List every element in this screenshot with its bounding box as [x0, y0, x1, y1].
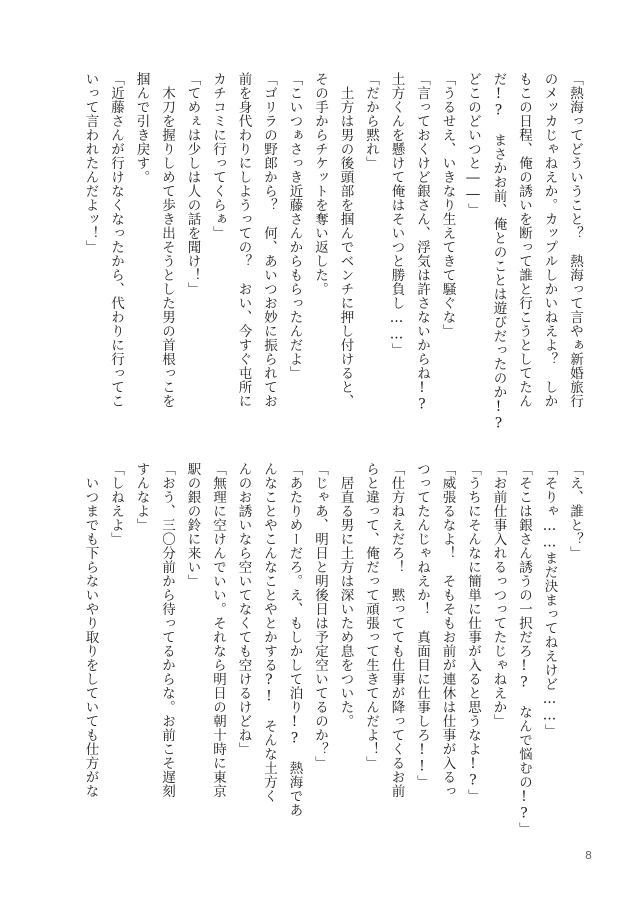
upper-text-line: 土方くんを懸けて俺はそいつと勝負し……」: [388, 72, 405, 357]
upper-text-line: もこの日程、俺の誘いを断って誰と行こうとしてたん: [516, 72, 532, 408]
lower-text-line: 「おう、三〇分前から待ってるからな。お前こそ遅刻: [159, 462, 175, 798]
upper-text-line: 「ゴリラの野郎から？ 何、あいつお妙に振られてお: [261, 72, 277, 408]
lower-text-line: 「無理に空けんでいい。それなら明日の朝十時に東京: [210, 462, 226, 798]
lower-text-line: 「威張るなよ！ そもそもお前が連休は仕事が入るっ: [439, 462, 456, 798]
upper-text-line: いって言われたんだよッ！」: [82, 72, 99, 254]
upper-text-block: [77, 72, 587, 432]
lower-text-line: 居直る男に土方は深いため息をついた。: [337, 462, 354, 728]
upper-text-line: 前を身代わりにしようっての？ おい、今すぐ屯所に: [235, 72, 252, 408]
upper-text-line: 「近藤さんが行けなくなったから、代わりに行ってこ: [108, 72, 124, 408]
upper-text-line: カチコミに行ってくらぁ」: [210, 72, 226, 240]
upper-text-line: その手からチケットを奪い返した。: [312, 72, 328, 296]
lower-text-line: 「え、誰と？」: [567, 462, 583, 560]
upper-text-line: 「こいつぁさっき近藤さんからもらったんだよ」: [286, 72, 303, 380]
lower-text-line: んのお誘いなら空いてなくても空けるけどね」: [235, 462, 252, 756]
upper-text-line: 「てめぇは少しは人の話を聞け！」: [184, 72, 201, 296]
upper-text-line: 「だから黙れ」: [363, 72, 379, 170]
page-number: 8: [585, 849, 592, 862]
lower-text-line: んなことやこんなことやとかする?! そんな土方く: [261, 462, 277, 803]
lower-text-line: 「じゃあ、明日と明後日は予定空いてるのか？」: [312, 462, 328, 770]
upper-text-line: 「うるせえ、いきなり生えてきて騒ぐな」: [439, 72, 456, 338]
upper-text-line: どこのどいつと――」: [465, 72, 481, 217]
lower-text-line: 「しねえよ」: [108, 462, 124, 546]
lower-text-line: 「お前仕事入れるっつってたじゃねえか」: [490, 462, 507, 728]
lower-text-line: 「そこは銀さん誘うの一択だろ!? なんで悩むの!?」: [516, 462, 532, 836]
upper-text-line: 掴んで引き戻す。: [133, 72, 150, 184]
lower-text-line: つってたんじゃねえか！ 真面目に仕事しろ!!」: [414, 462, 430, 789]
lower-text-block: [77, 462, 587, 836]
lower-text-line: 駅の銀の鈴に来い」: [184, 462, 201, 588]
lower-text-line: いつまでも下らないやり取りをしていても仕方がな: [82, 462, 99, 798]
upper-text-line: のメッカじゃねえか。カップルしかいねえよ？ しか: [541, 72, 558, 408]
lower-text-line: 「そりゃ……まだ決まってねえけど……」: [541, 462, 558, 738]
upper-text-line: 土方は男の後頭部を掴んでベンチに押し付けると、: [337, 72, 354, 408]
upper-text-line: 木刀を握りしめて歩き出そうとした男の首根っこを: [159, 72, 175, 408]
lower-text-line: すんなよ」: [133, 462, 150, 532]
lower-text-line: 「うちにそんなに簡単に仕事が入ると思うなよ!?」: [465, 462, 481, 803]
upper-text-line: 「熱海ってどういうこと？ 熱海って言やぁ新婚旅行: [567, 72, 583, 408]
lower-text-line: 「仕方ねえだろ！ 黙ってても仕事が降ってくるお前: [388, 462, 405, 798]
lower-text-line: 「あたりめーだろ。え、もしかして泊り!? 熱海であ: [286, 462, 303, 817]
lower-text-line: らと違って、俺だって頑張って生きてんだよ！」: [363, 462, 379, 770]
upper-text-line: 「言っておくけど銀さん、浮気は許さないからね!?: [414, 72, 430, 413]
upper-text-line: だ!? まさかお前、俺とのことは遊びだったのか!?: [490, 72, 507, 432]
